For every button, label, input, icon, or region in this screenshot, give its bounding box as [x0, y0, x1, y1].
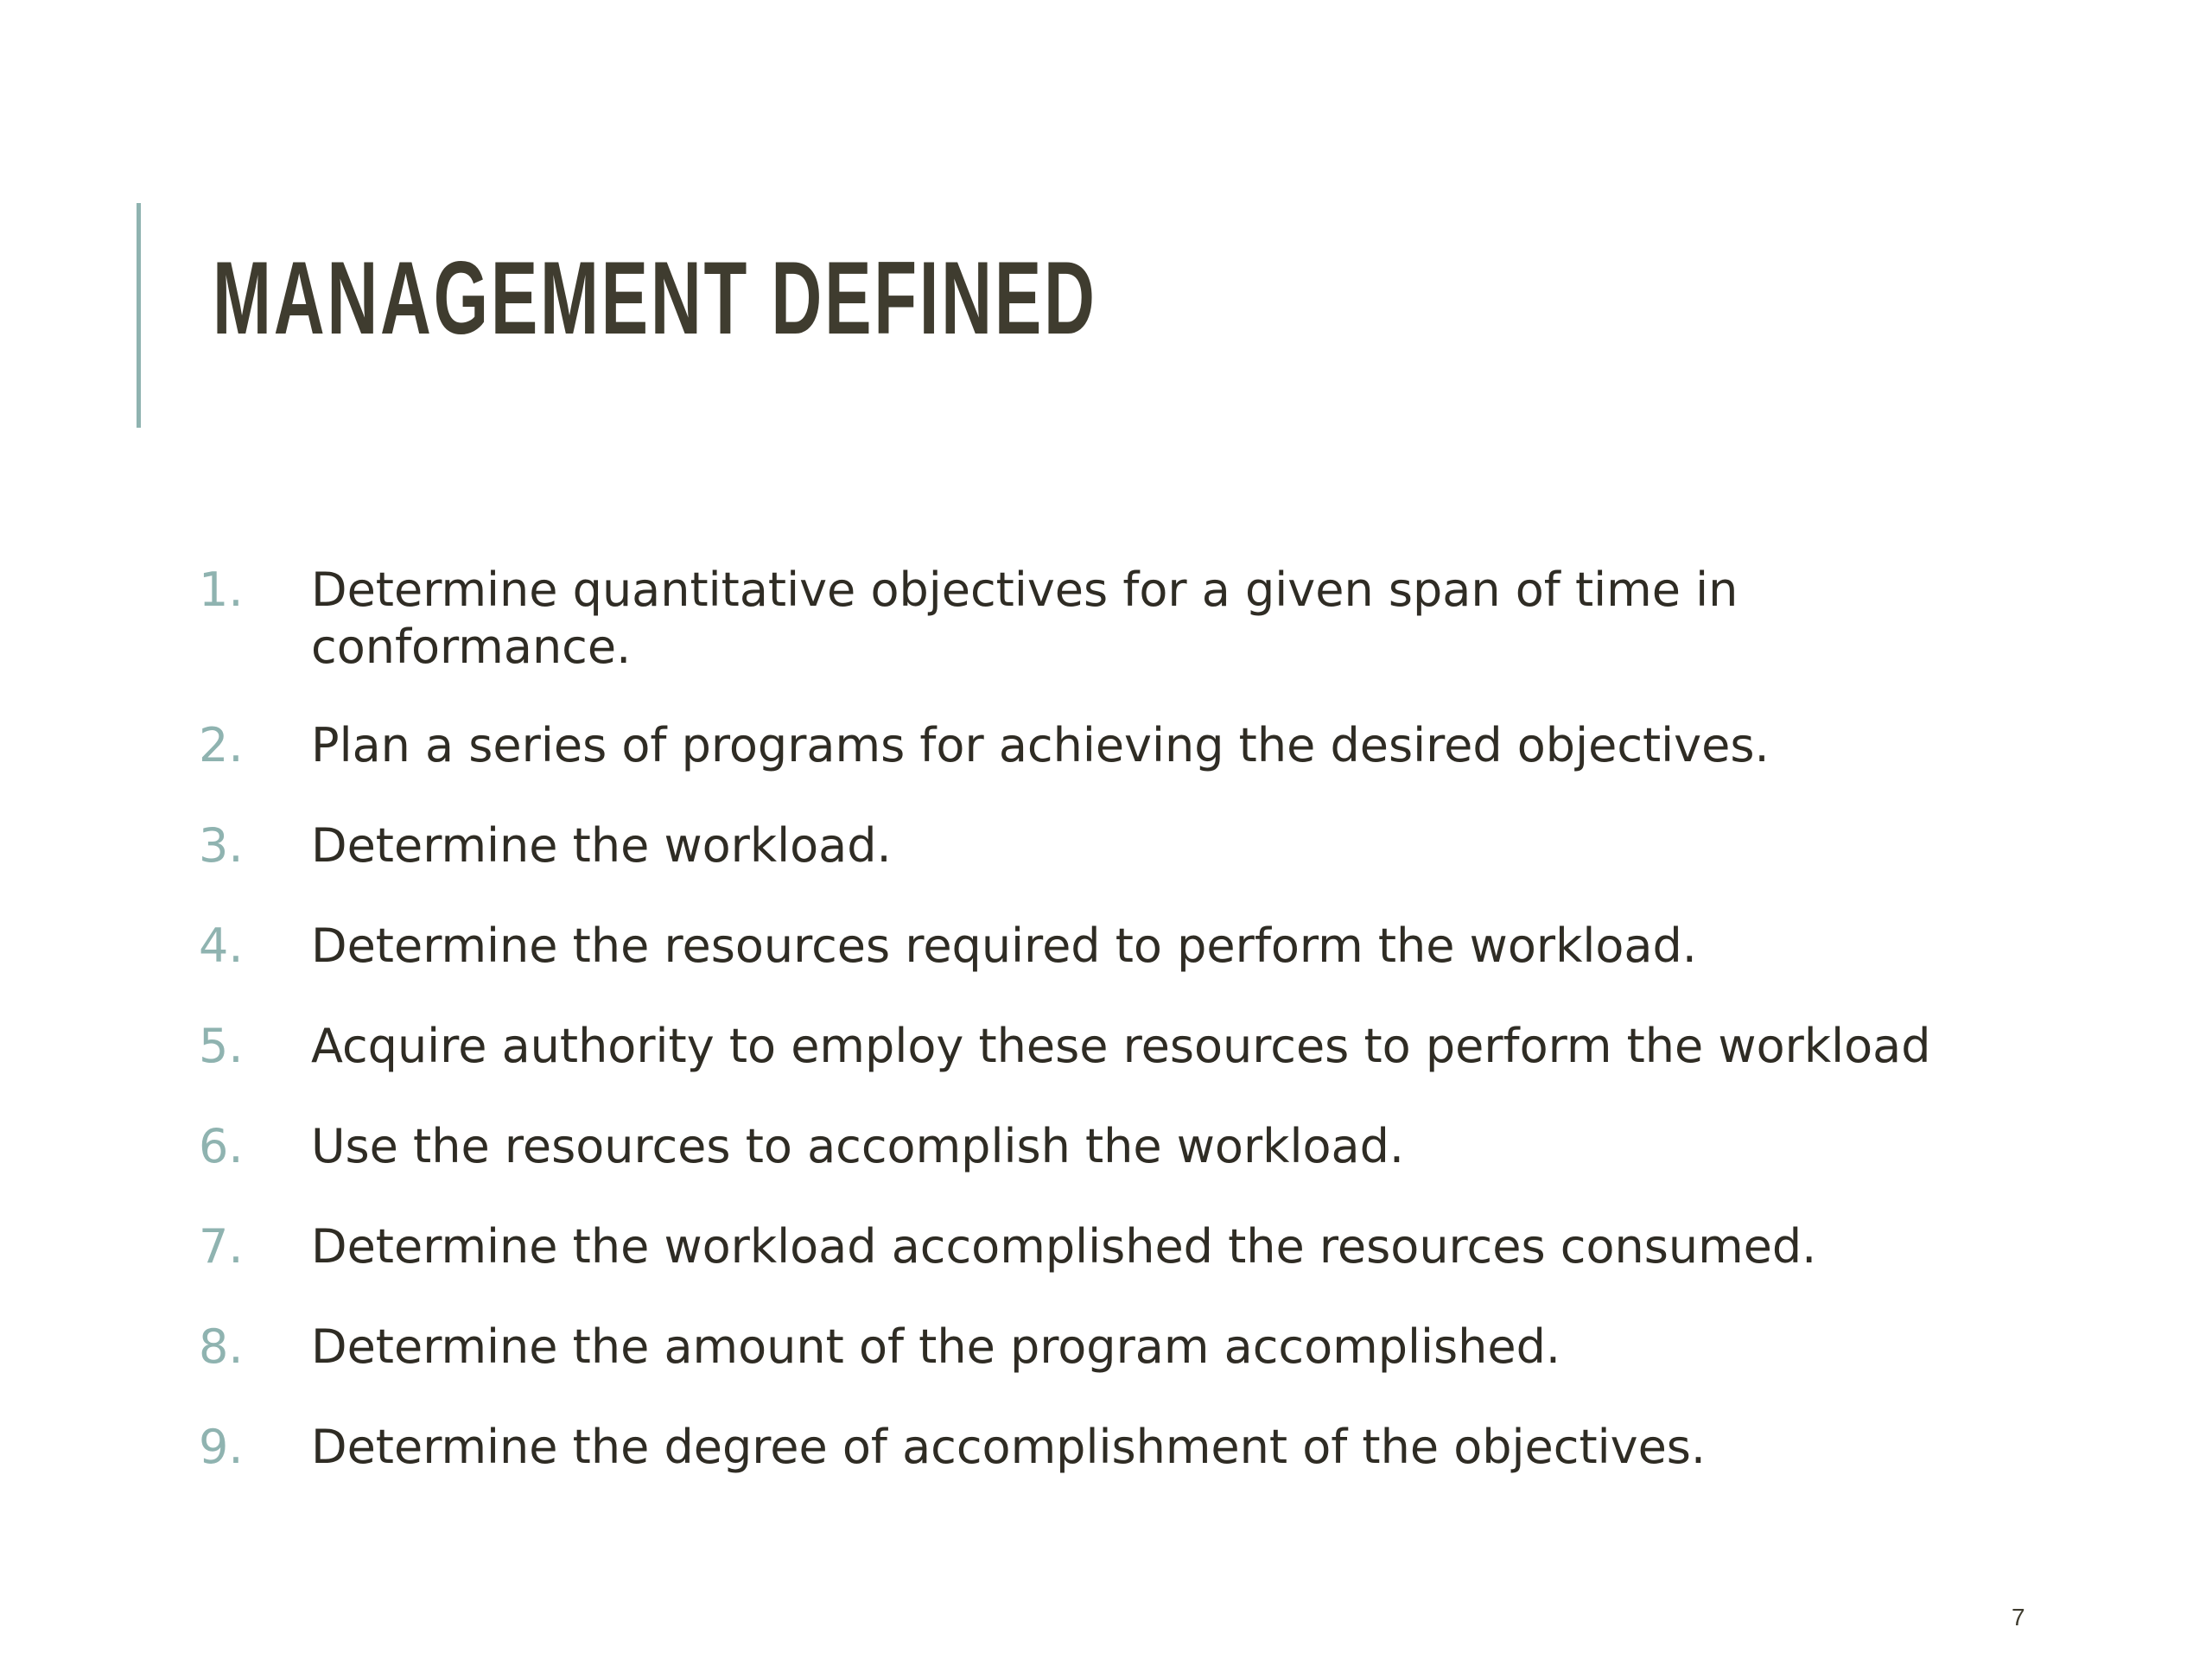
list-item-number: 7.: [199, 1219, 244, 1274]
list-item-text: Determine the resources required to perform the workload.: [311, 918, 1697, 973]
list-item: [199, 817, 2013, 874]
numbered-list: [199, 562, 2013, 1519]
list-item-text: Determine the workload.: [311, 818, 892, 873]
list-item: [199, 1018, 2013, 1075]
list-item-number: 4.: [199, 918, 244, 973]
list-item-number: 2.: [199, 718, 244, 772]
slide-title: MANAGEMENT DEFINED: [213, 240, 1097, 356]
title-accent-bar: [137, 203, 141, 428]
list-item-text: Plan a series of programs for achieving the desired objectives.: [311, 718, 1770, 772]
list-item: [199, 1419, 2013, 1476]
list-item: [199, 1118, 2013, 1175]
list-item-text: Determine the amount of the program accomplished.: [311, 1319, 1561, 1374]
list-item-text: Determine the degree of accomplishment of the objectives.: [311, 1420, 1707, 1474]
list-item-number: 8.: [199, 1319, 244, 1374]
list-item-number: 5.: [199, 1019, 244, 1073]
list-item: [199, 918, 2013, 975]
list-item-text: Acquire authority to employ these resources to perform the workload: [311, 1019, 1931, 1073]
list-item: [199, 1319, 2013, 1376]
list-item-number: 9.: [199, 1420, 244, 1474]
list-item-text: Determine quantitative objectives for a given span of time in conformance.: [311, 563, 1738, 674]
list-item-number: 3.: [199, 818, 244, 873]
list-item-number: 6.: [199, 1119, 244, 1173]
page-number: 7: [2012, 1604, 2025, 1630]
list-item: [199, 1218, 2013, 1275]
list-item-text: Use the resources to accomplish the workload.: [311, 1119, 1405, 1173]
list-item-number: 1.: [199, 563, 244, 617]
list-item: [199, 717, 2013, 774]
list-item: [199, 562, 2013, 676]
list-item-text: Determine the workload accomplished the resources consumed.: [311, 1219, 1817, 1274]
